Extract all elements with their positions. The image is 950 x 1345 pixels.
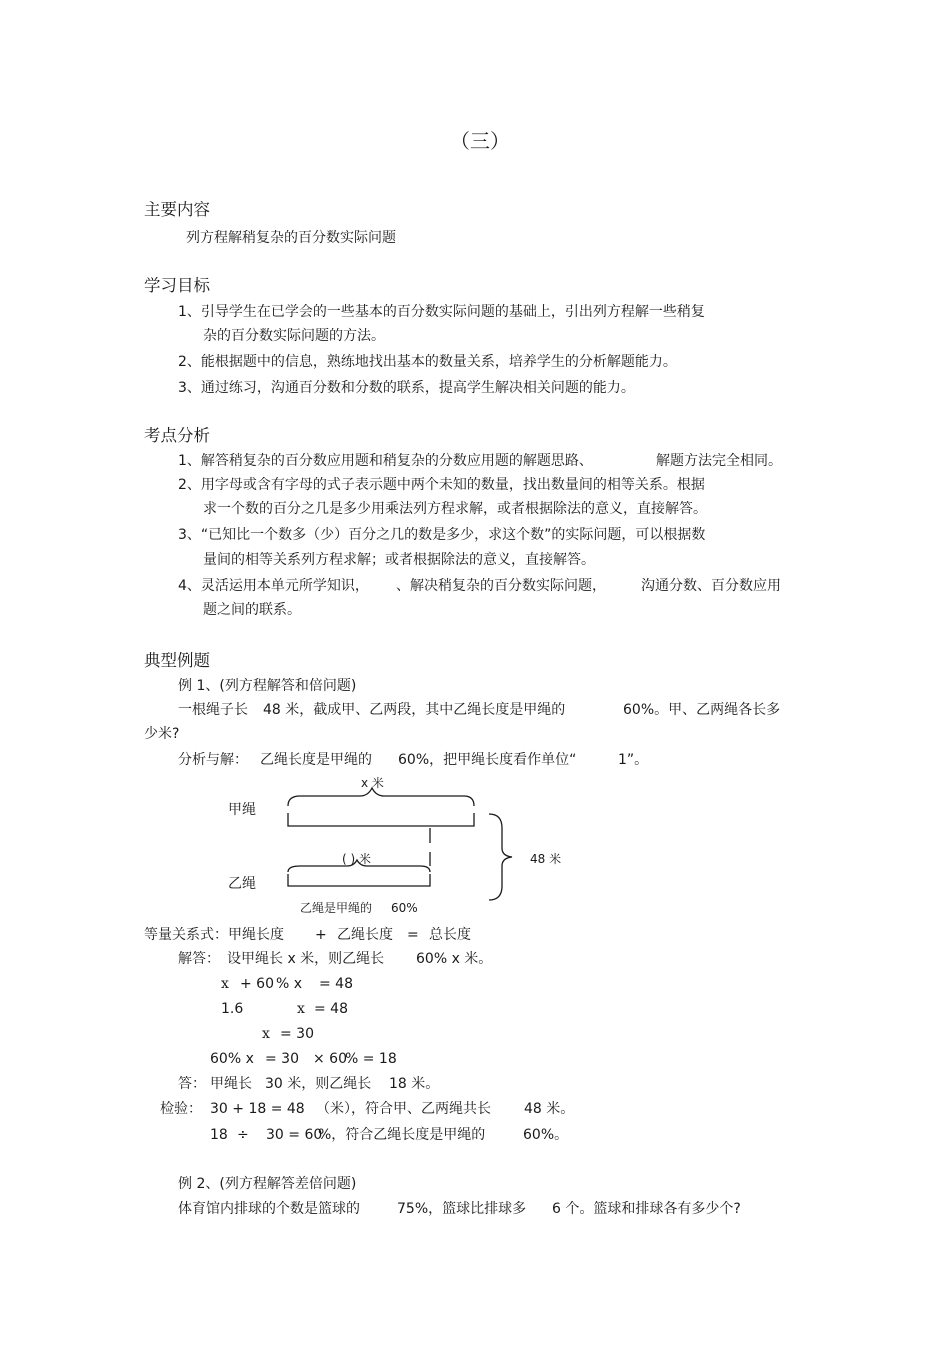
segment-jia — [288, 813, 474, 826]
segment-yi — [288, 874, 430, 886]
relation-b: + — [315, 927, 327, 943]
check2-e: 60%。 — [523, 1127, 569, 1143]
analysis-item-2b: 求一个数的百分之几是多少用乘法列方程求解，或者根据除法的意义，直接解答。 — [203, 501, 707, 517]
relation-e: 总长度 — [429, 927, 471, 943]
check2-a: 18 — [210, 1127, 228, 1143]
eq2-result: = 48 — [314, 1001, 348, 1017]
eq2-x: x — [297, 1001, 305, 1017]
example2-label: 例 2、(列方程解答差倍问题) — [178, 1176, 357, 1192]
example2-question-c: 6 个。篮球和排球各有多少个? — [552, 1201, 741, 1217]
relation-a: 等量关系式：甲绳长度 — [144, 927, 284, 943]
goal-item-3: 3、通过练习，沟通百分数和分数的联系，提高学生解决相关问题的能力。 — [178, 380, 635, 396]
check2-d: %，符合乙绳长度是甲绳的 — [318, 1127, 486, 1143]
eq4-b: = 30 — [265, 1051, 299, 1067]
eq1-result: = 48 — [319, 976, 353, 992]
solve-b: 设甲绳长 x 米，则乙绳长 — [227, 951, 385, 967]
goal-item-1a: 1、引导学生在已学会的一些基本的百分数实际问题的基础上，引出列方程解一些稍复 — [178, 304, 705, 320]
main-content-text: 列方程解稍复杂的百分数实际问题 — [186, 230, 396, 246]
section-heading-goals: 学习目标 — [144, 276, 210, 295]
check-b: 30 + 18 = 48 — [210, 1101, 305, 1117]
diagram-caption-a: 乙绳是甲绳的 — [300, 901, 373, 915]
eq1-plus: + 60 — [240, 976, 274, 992]
relation-d: = — [407, 927, 419, 943]
answer-a: 答： — [178, 1076, 206, 1092]
analysis-item-4d: 题之间的联系。 — [203, 602, 301, 618]
example1-question-d: 少米? — [144, 726, 180, 742]
example1-question-b: 48 米，截成甲、乙两段，其中乙绳长度是甲绳的 — [263, 702, 566, 718]
diagram-jia-label: 甲绳 — [228, 802, 256, 818]
brace-total — [489, 814, 512, 900]
analysis-item-4c: 沟通分数、百分数应用 — [641, 578, 781, 594]
page-title: （三） — [450, 129, 510, 153]
example1-analysis-b: 乙绳长度是甲绳的 — [260, 752, 372, 768]
example1-analysis-a: 分析与解： — [178, 752, 248, 768]
analysis-item-4b: 、解决稍复杂的百分数实际问题， — [396, 578, 606, 594]
analysis-item-1b: 解题方法完全相同。 — [656, 453, 782, 469]
eq3-x: x — [262, 1026, 270, 1042]
diagram-x-label: x 米 — [361, 776, 384, 790]
eq4-c: × 60 — [313, 1051, 347, 1067]
diagram-total-label: 48 米 — [530, 852, 562, 866]
eq1-x: x — [221, 976, 229, 992]
goal-item-2: 2、能根据题中的信息，熟练地找出基本的数量关系，培养学生的分析解题能力。 — [178, 354, 677, 370]
example1-label: 例 1、(列方程解答和倍问题) — [178, 678, 357, 694]
eq1-percent: % x — [276, 976, 303, 992]
eq4-a: 60% x — [210, 1051, 254, 1067]
eq4-d: % = 18 — [345, 1051, 397, 1067]
analysis-item-3a: 3、“已知比一个数多（少）百分之几的数是多少，求这个数”的实际问题，可以根据数 — [178, 527, 706, 543]
eq2-coef: 1.6 — [221, 1001, 244, 1017]
example2-question-b: 75%，篮球比排球多 — [397, 1201, 527, 1217]
solve-a: 解答： — [178, 951, 220, 967]
diagram-blank-label: ( ) 米 — [342, 852, 371, 866]
eq3-result: = 30 — [280, 1026, 314, 1042]
solve-c: 60% x 米。 — [416, 951, 493, 967]
example1-question-c: 60%。甲、乙两绳各长多 — [623, 702, 781, 718]
example1-analysis-c: 60%，把甲绳长度看作单位“ — [398, 752, 577, 768]
example1-question-a: 一根绳子长 — [178, 702, 248, 718]
check-a: 检验： — [160, 1101, 202, 1117]
section-heading-examples: 典型例题 — [144, 651, 210, 670]
goal-item-1b: 杂的百分数实际问题的方法。 — [203, 328, 385, 344]
check-d: 48 米。 — [524, 1101, 575, 1117]
relation-c: 乙绳长度 — [337, 927, 393, 943]
diagram-caption-b: 60% — [391, 901, 418, 915]
answer-c: 30 米，则乙绳长 — [265, 1076, 372, 1092]
check-c: （米），符合甲、乙两绳共长 — [316, 1101, 491, 1117]
check2-b: ÷ — [237, 1127, 249, 1143]
analysis-item-3b: 量间的相等关系列方程求解；或者根据除法的意义，直接解答。 — [203, 552, 595, 568]
check2-c: 30 = 60 — [266, 1127, 323, 1143]
analysis-item-4a: 4、灵活运用本单元所学知识， — [178, 578, 369, 594]
diagram-yi-label: 乙绳 — [228, 876, 256, 892]
answer-b: 甲绳长 — [210, 1076, 252, 1092]
example1-analysis-d: 1”。 — [618, 752, 649, 768]
analysis-item-1a: 1、解答稍复杂的百分数应用题和稍复杂的分数应用题的解题思路、 — [178, 453, 593, 469]
section-heading-main: 主要内容 — [144, 200, 210, 219]
analysis-item-2a: 2、用字母或含有字母的式子表示题中两个未知的数量，找出数量间的相等关系。根据 — [178, 477, 705, 493]
answer-d: 18 米。 — [389, 1076, 440, 1092]
section-heading-analysis: 考点分析 — [144, 426, 210, 445]
example2-question-a: 体育馆内排球的个数是篮球的 — [178, 1201, 360, 1217]
